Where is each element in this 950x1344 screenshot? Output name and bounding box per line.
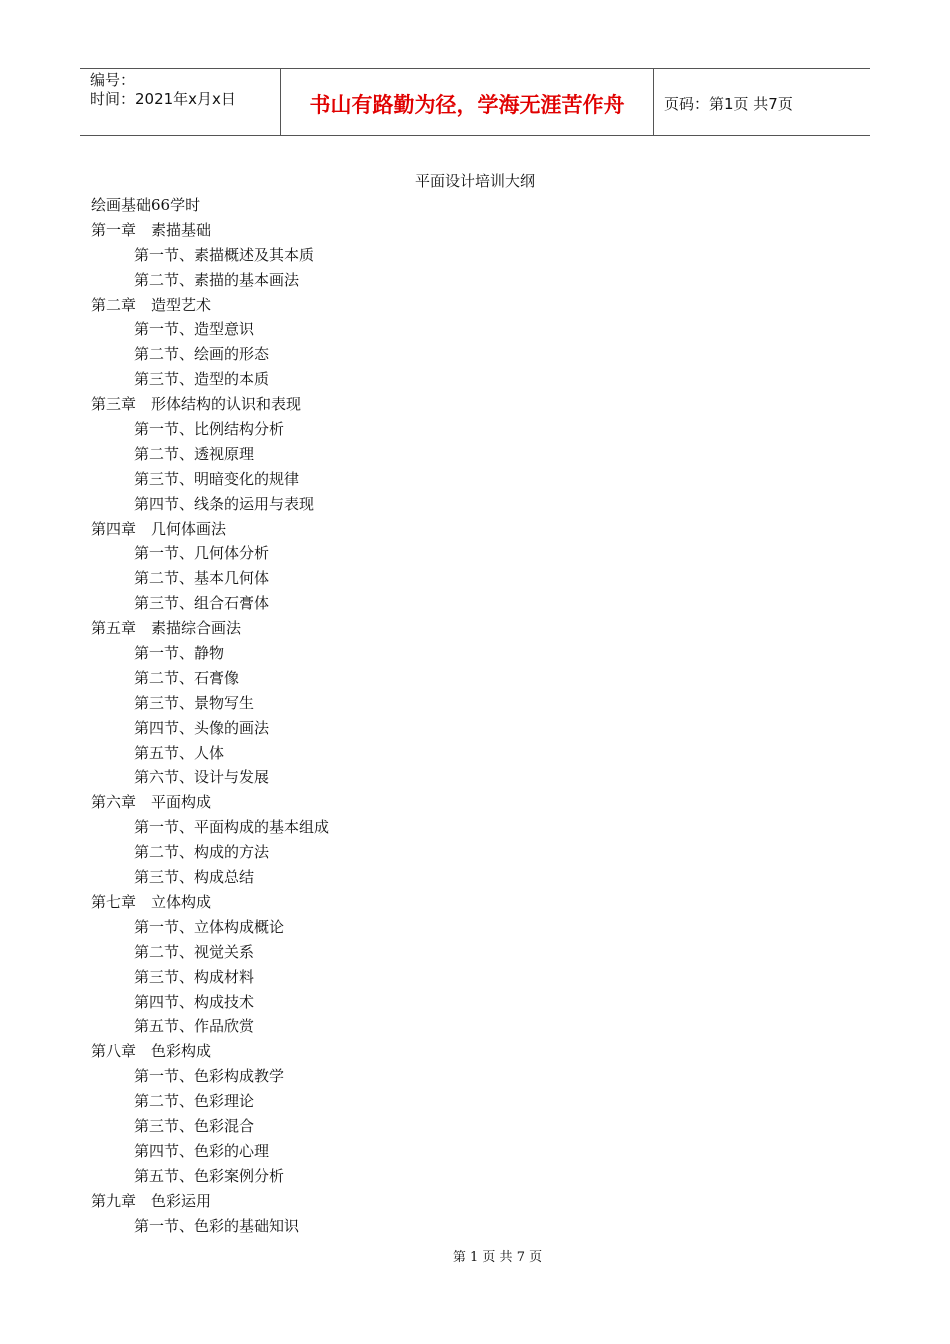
section-item: 第二节、绘画的形态 [134, 345, 270, 364]
section-item: 第六节、设计与发展 [134, 768, 270, 787]
section-item: 第一节、素描概述及其本质 [134, 245, 315, 264]
section-item: 第五节、人体 [134, 743, 225, 762]
chapter-heading: 第七章 立体构成 [91, 892, 212, 911]
section-item: 第五节、作品欣赏 [134, 1017, 255, 1036]
section-item: 第三节、色彩混合 [134, 1116, 255, 1135]
chapter-heading: 第一章 素描基础 [91, 220, 212, 239]
chapter-heading: 第二章 造型艺术 [91, 295, 212, 314]
section-item: 第三节、景物写生 [134, 693, 255, 712]
section-item: 第一节、静物 [134, 644, 225, 663]
section-item: 第二节、透视原理 [134, 444, 255, 463]
header-meta-cell [80, 69, 281, 135]
section-item: 第二节、构成的方法 [134, 843, 270, 862]
header-motto: 书山有路勤为径，学海无涯苦作舟 [281, 69, 654, 135]
date-label: 时间：2021年x月x日 [90, 90, 236, 108]
section-item: 第三节、明暗变化的规律 [134, 469, 300, 488]
section-item: 第三节、构成总结 [134, 868, 255, 887]
document-title: 平面设计培训大纲 [414, 172, 535, 190]
chapter-heading: 第六章 平面构成 [91, 793, 212, 812]
section-item: 第一节、造型意识 [134, 320, 255, 339]
section-item: 第二节、石膏像 [134, 668, 240, 687]
section-item: 第一节、色彩的基础知识 [134, 1216, 300, 1235]
section-item: 第二节、视觉关系 [134, 942, 255, 961]
section-item: 第三节、构成材料 [134, 967, 255, 986]
serial-label: 编号： [90, 71, 136, 89]
page-footer: 第 1 页 共 7 页 [452, 1250, 543, 1265]
section-item: 第一节、几何体分析 [134, 544, 270, 563]
chapter-heading: 第四章 几何体画法 [91, 519, 227, 538]
section-item: 第一节、色彩构成教学 [134, 1067, 285, 1086]
chapter-heading: 第九章 色彩运用 [91, 1191, 212, 1210]
header-page-info: 页码：第1页 共7页 [664, 94, 793, 113]
chapter-heading: 第三章 形体结构的认识和表现 [91, 395, 302, 414]
chapter-heading: 第八章 色彩构成 [91, 1042, 212, 1061]
chapter-heading: 绘画基础66学时 [91, 196, 201, 214]
section-item: 第四节、线条的运用与表现 [134, 494, 315, 513]
section-item: 第一节、比例结构分析 [134, 420, 285, 439]
section-item: 第二节、色彩理论 [134, 1092, 255, 1111]
outline-list [91, 193, 329, 1238]
section-item: 第二节、素描的基本画法 [134, 270, 300, 289]
section-item: 第五节、色彩案例分析 [134, 1166, 285, 1185]
section-item: 第四节、色彩的心理 [134, 1141, 270, 1160]
section-item: 第三节、组合石膏体 [134, 594, 270, 613]
chapter-heading: 第五章 素描综合画法 [91, 619, 242, 638]
section-item: 第三节、造型的本质 [134, 370, 270, 389]
section-item: 第一节、立体构成概论 [134, 917, 285, 936]
section-item: 第一节、平面构成的基本组成 [134, 818, 330, 837]
section-item: 第二节、基本几何体 [134, 569, 270, 588]
section-item: 第四节、构成技术 [134, 992, 255, 1011]
section-item: 第四节、头像的画法 [134, 718, 270, 737]
header-table [80, 68, 870, 136]
